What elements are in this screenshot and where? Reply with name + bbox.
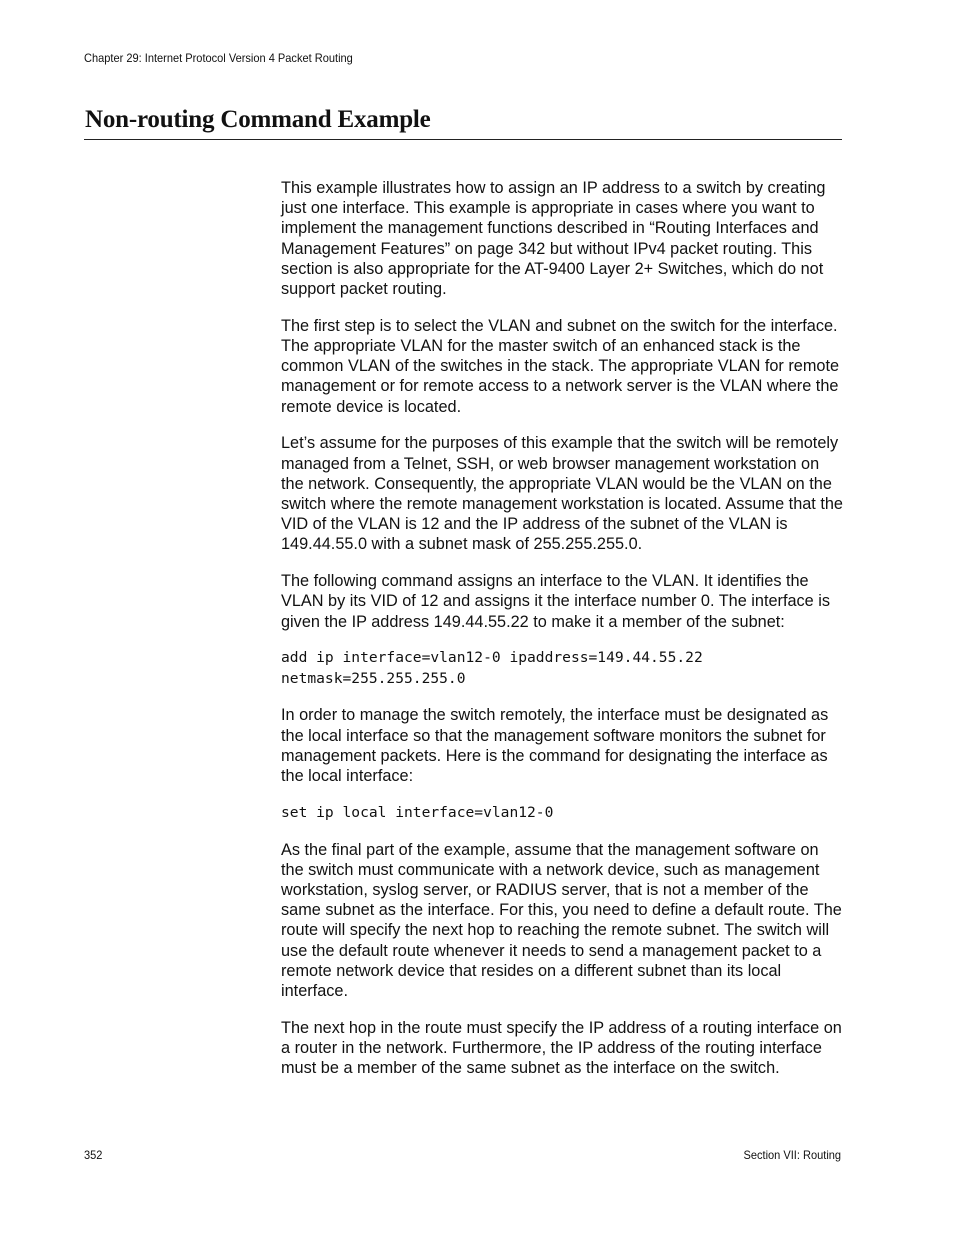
body-text — [281, 178, 843, 1095]
paragraph-select-vlan: The first step is to select the VLAN and subnet on the switch for the interface. The appropriate VLAN for the master switch of an enhanced stack is the common VLAN of the switches in the stack. The appropriate VLAN for remote management or for remote access to a network server is the VLAN where the remote device is located. — [281, 316, 840, 416]
running-header: Chapter 29: Internet Protocol Version 4 Packet Routing — [84, 51, 353, 65]
code-set-local — [281, 803, 843, 823]
paragraph-local-interface: In order to manage the switch remotely, the interface must be designated as the local interface so that the management software monitors the subnet for management packets. Here is the command for designating the interface as the local interface: — [281, 706, 829, 786]
code-add-interface — [281, 648, 843, 688]
section-title: Non-routing Command Example — [85, 106, 431, 133]
paragraph-intro: This example illustrates how to assign an IP address to a switch by creating just one interface. This example is appropriate in cases where you want to implement the management functions described in “Routing Interfaces and Management Features” on page 342 but without IPv4 packet routing. This section is also appropriate for the AT-9400 Layer 2+ Switches, which do not support packet routing. — [281, 179, 826, 299]
code-line: set ip local interface=vlan12-0 — [281, 803, 554, 821]
page-number: 352 — [84, 1148, 103, 1162]
code-line: netmask=255.255.255.0 — [281, 669, 466, 687]
paragraph-default-route: As the final part of the example, assume that the management software on the switch must communicate with a network device, such as management workstation, syslog server, or RADIUS server, that is not a member of the same subnet as the interface. For this, you need to define a default route. The route will specify the next hop to reaching the remote subnet. The switch will use the default route whenever it needs to send a management packet to a remote network device that resides on a different subnet than its local interface. — [281, 840, 842, 1001]
paragraph-assumption: Let’s assume for the purposes of this example that the switch will be remotely managed from a Telnet, SSH, or web browser management workstation on the network. Consequently, the appropriate VLAN would be the VLAN on the switch where the remote management workstation is located. Assume that the VID of the VLAN is 12 and the IP address of the subnet of the VLAN is 149.44.55.0 with a subnet mask of 255.255.255.0. — [281, 434, 843, 554]
code-line: add ip interface=vlan12-0 ipaddress=149.44.55.22 — [281, 649, 703, 667]
title-rule — [84, 139, 842, 140]
paragraph-next-hop: The next hop in the route must specify the IP address of a routing interface on a router in the network. Furthermore, the IP address of the routing interface must be a member of the same subnet as the interface on the switch. — [281, 1018, 842, 1078]
running-footer: Section VII: Routing — [743, 1148, 841, 1162]
paragraph-command-intro: The following command assigns an interface to the VLAN. It identifies the VLAN by its VID of 12 and assigns it the interface number 0. The interface is given the IP address 149.44.55.22 to make it a member of the subnet: — [281, 572, 831, 631]
